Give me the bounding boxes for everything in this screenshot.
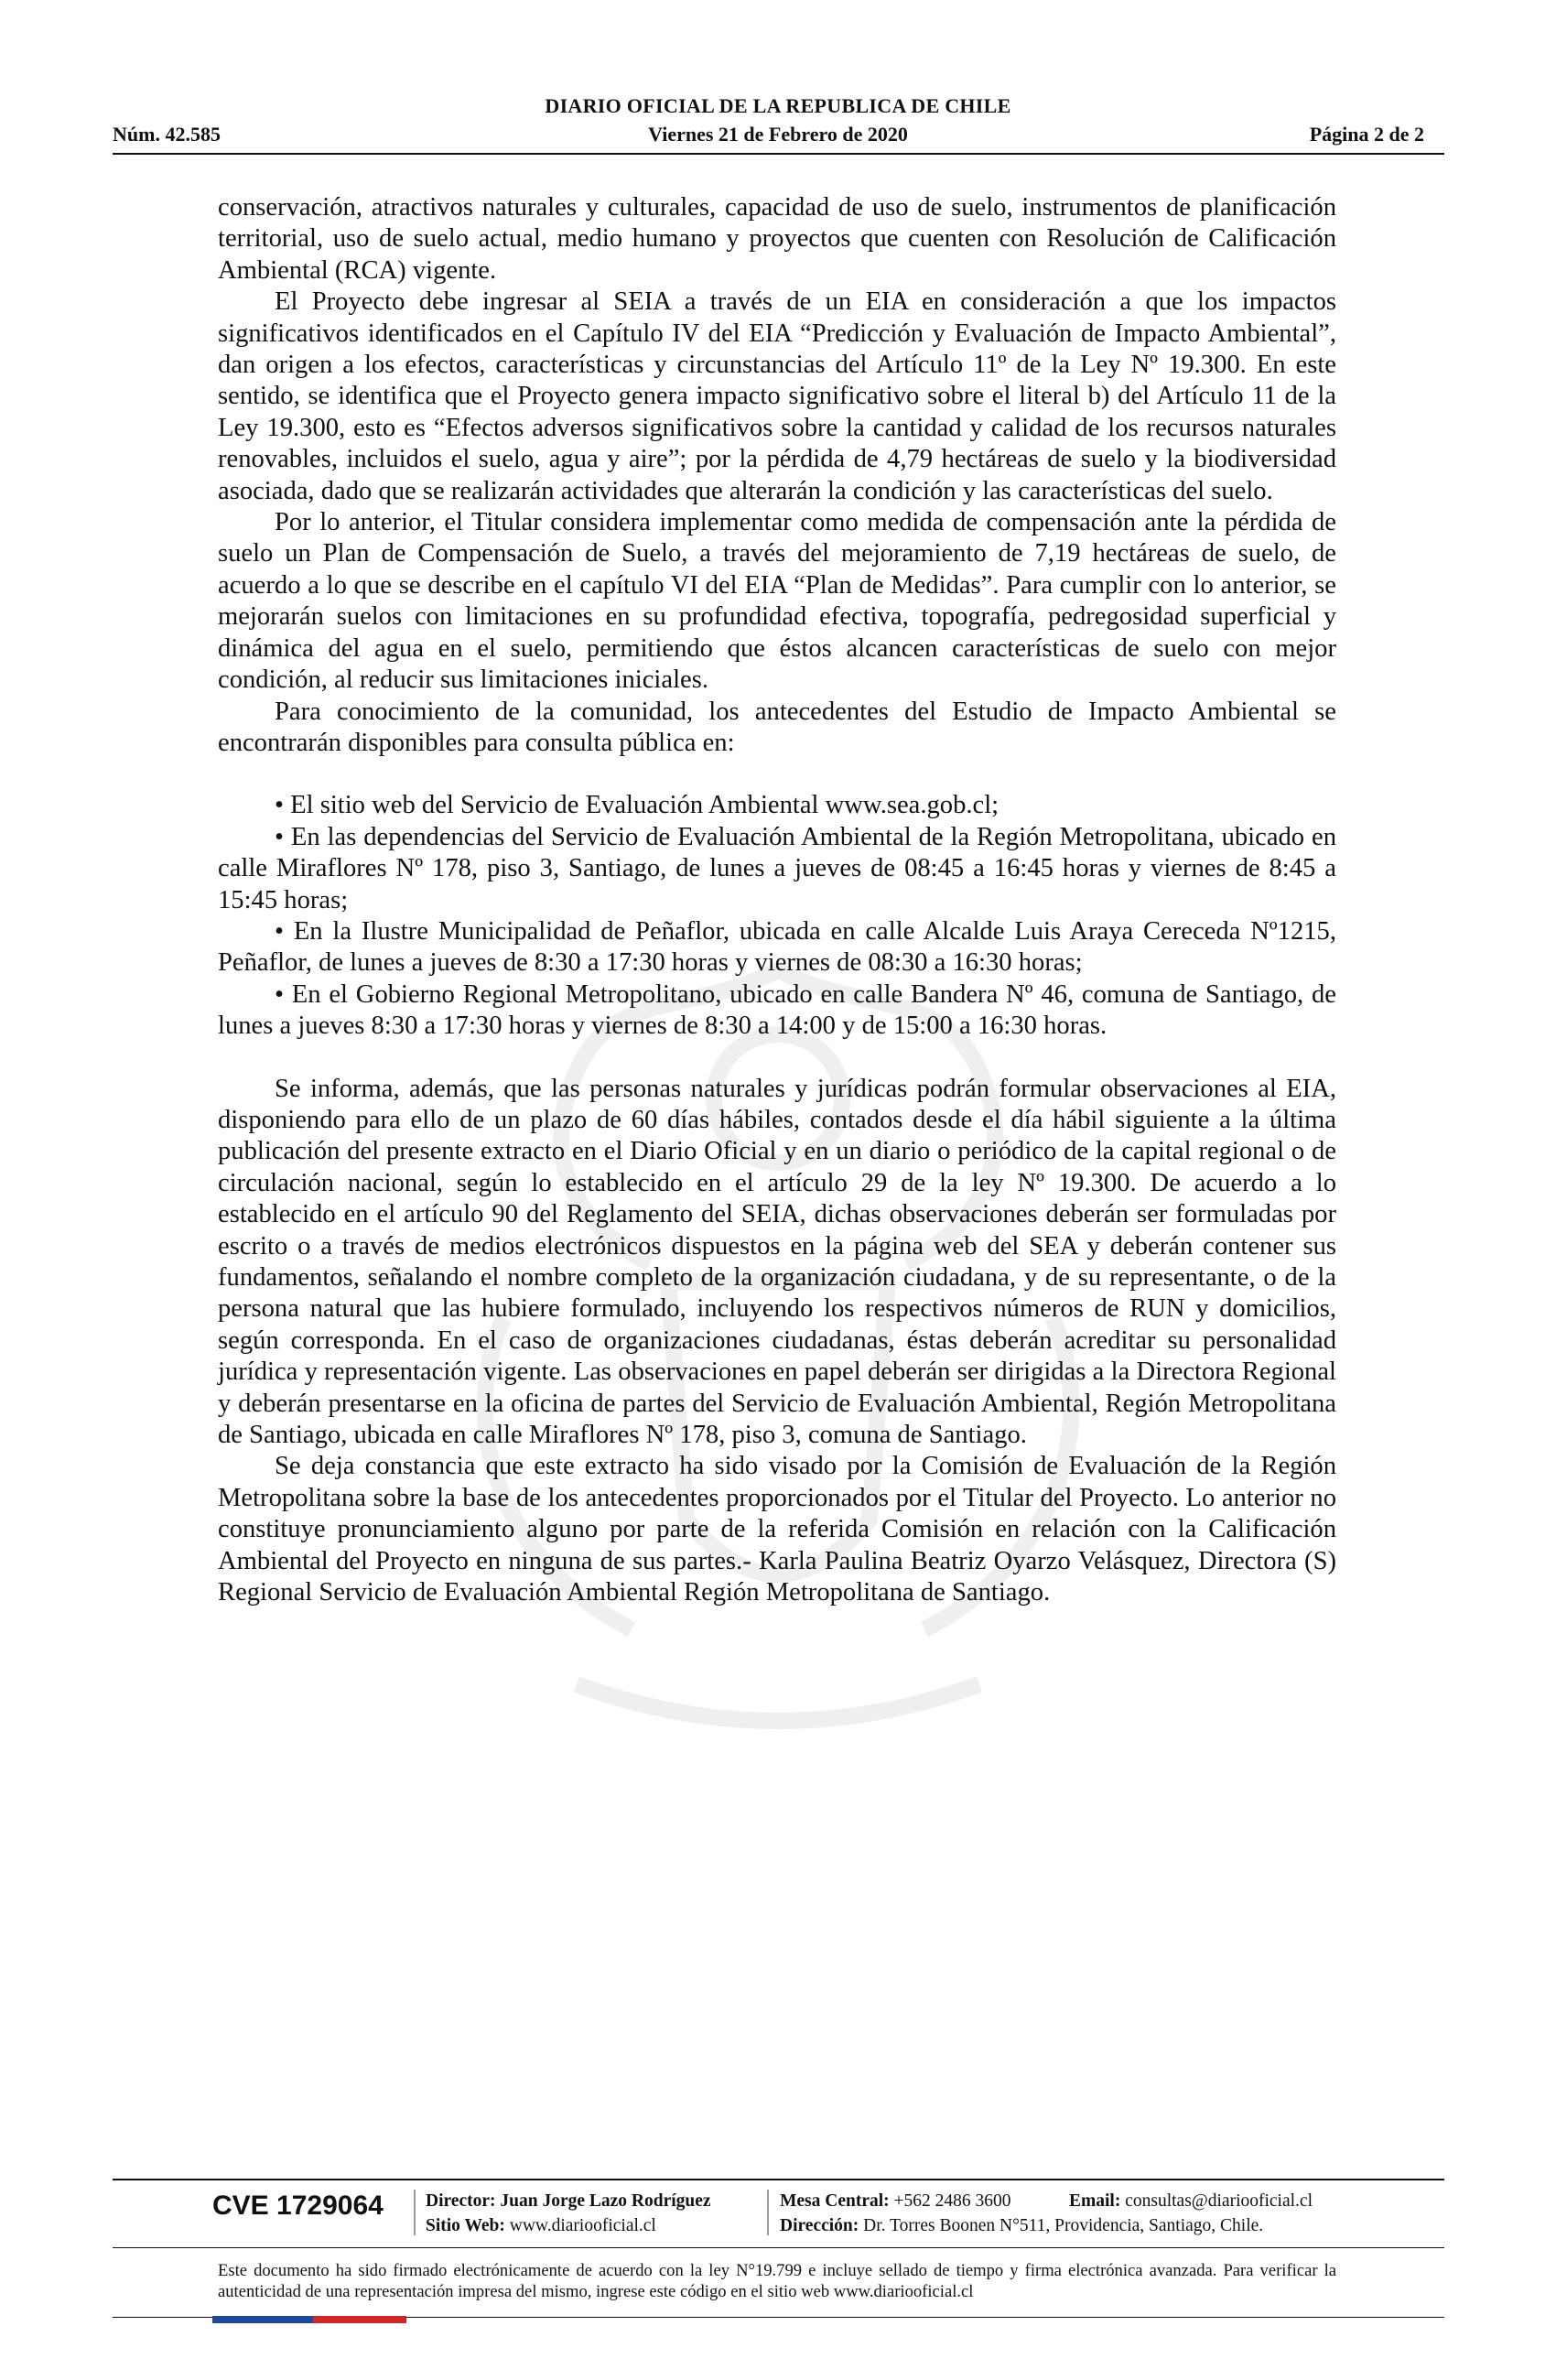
- legal-text: Este documento ha sido firmado electrónicamente de acuerdo con la ley N°19.799 e incluye sellado de tiempo y firma electrónica avanzada. Para verificar la autenticidad de una representación impresa del mismo, ingrese este código en el sitio web www.diariooficial.cl: [218, 2261, 1336, 2301]
- phone-label: Mesa Central:: [780, 2191, 890, 2211]
- director-label: Director:: [426, 2191, 496, 2211]
- website-link[interactable]: www.diariooficial.cl: [509, 2216, 656, 2235]
- phone-value: +562 2486 3600: [893, 2191, 1011, 2211]
- website-label: Sitio Web:: [426, 2216, 505, 2235]
- footer-divider-top: [113, 2179, 1444, 2180]
- header-divider: [113, 153, 1444, 155]
- address-value: Dr. Torres Boonen N°511, Providencia, Santiago, Chile.: [863, 2216, 1264, 2235]
- email-label: Email:: [1069, 2191, 1121, 2211]
- paragraph: Por lo anterior, el Titular considera implementar como medida de compensación ante la pérdida de suelo un Plan de Compensación de Suelo, a través del mejoramiento de 7,19 hectáreas de suelo, de acuerdo a lo que se describe en el capítulo VI del EIA “Plan de Medidas”. Para cumplir con lo anterior, se mejorarán suelos con limitaciones en su profundidad efectiva, topografía, pedregosidad superficial y dinámica del agua en el suelo, permitiendo que éstos alcancen características de suelo con mejor condición, al reducir sus limitaciones iniciales.: [218, 508, 1336, 695]
- article-body: [218, 192, 1336, 1608]
- legal-notice: [218, 2260, 1336, 2302]
- issue-date: Viernes 21 de Febrero de 2020: [648, 123, 908, 146]
- spacer: [218, 759, 1336, 790]
- paragraph: Para conocimiento de la comunidad, los antecedentes del Estudio de Impacto Ambiental se encontrarán disponibles para consulta pública en:: [218, 697, 1336, 757]
- paragraph: El Proyecto debe ingresar al SEIA a través de un EIA en consideración a que los impactos significativos identificados en el Capítulo IV del EIA “Predicción y Evaluación de Impacto Ambiental”, dan origen a los efectos, características y circunstancias del Artículo 11º de la Ley Nº 19.300. En este sentido, se identifica que el Proyecto genera impacto significativo sobre el literal b) del Artículo 11 de la Ley 19.300, esto es “Efectos adversos significativos sobre la cantidad y calidad de los recursos naturales renovables, incluidos el suelo, agua y aire”; por la pérdida de 4,79 hectáreas de suelo y la biodiversidad asociada, dado que se realizarán actividades que alterarán la condición y las características del suelo.: [218, 287, 1336, 505]
- footer-separator: [767, 2190, 769, 2235]
- list-item: • En el Gobierno Regional Metropolitano, ubicado en calle Bandera Nº 46, comuna de Santiago, de lunes a jueves 8:30 a 17:30 horas y viernes de 8:30 a 14:00 y de 15:00 a 16:30 horas.: [218, 979, 1336, 1041]
- cve-code: CVE 1729064: [212, 2191, 384, 2221]
- email-link[interactable]: consultas@diariooficial.cl: [1125, 2191, 1313, 2211]
- list-item: • El sitio web del Servicio de Evaluación Ambiental www.sea.gob.cl;: [275, 791, 1000, 820]
- page-indicator: Página 2 de 2: [1309, 123, 1424, 146]
- flag-stripe-red: [313, 2316, 406, 2323]
- list-item: • En la Ilustre Municipalidad de Peñaflor, ubicada en calle Alcalde Luis Araya Cereceda Nº1215, Peñaflor, de lunes a jueves de 8:30 a 17:30 horas y viernes de 08:30 a 16:30 horas;: [218, 916, 1336, 978]
- flag-stripe-blue: [212, 2316, 313, 2323]
- address-line: [780, 2215, 1263, 2237]
- footer-separator: [414, 2190, 416, 2235]
- paragraph: Se deja constancia que este extracto ha sido visado por la Comisión de Evaluación de la Región Metropolitana sobre la base de los antecedentes proporcionados por el Titular del Proyecto. Lo anterior no constituye pronunciamiento alguno por parte de la referida Comisión en relación con la Calificación Ambiental del Proyecto en ninguna de sus partes.- Karla Paulina Beatriz Oyarzo Velásquez, Directora (S) Regional Servicio de Evaluación Ambiental Región Metropolitana de Santiago.: [218, 1452, 1336, 1607]
- website-line: [426, 2215, 656, 2237]
- publication-title: DIARIO OFICIAL DE LA REPUBLICA DE CHILE: [545, 94, 1011, 117]
- email-line: [1069, 2191, 1313, 2212]
- paragraph: Se informa, además, que las personas naturales y jurídicas podrán formular observaciones al EIA, disponiendo para ello de un plazo de 60 días hábiles, contados desde el día hábil siguiente a la última publicación del presente extracto en el Diario Oficial y en un diario o periódico de la capital regional o de circulación nacional, según lo establecido en el artículo 29 de la ley Nº 19.300. De acuerdo a lo establecido en el artículo 90 del Reglamento del SEIA, dichas observaciones deberán ser formuladas por escrito o a través de medios electrónicos dispuestos en la página web del SEA y deberán contener sus fundamentos, señalando el nombre completo de la organización ciudadana, y de su representante, o de la persona natural que las hubiere formulado, incluyendo los respectivos números de RUN y domicilios, según corresponda. En el caso de organizaciones ciudadanas, éstas deberán acreditar su personalidad jurídica y representación vigente. Las observaciones en papel deberán ser dirigidas a la Directora Regional y deberán presentarse en la oficina de partes del Servicio de Evaluación Ambiental, Región Metropolitana de Santiago, ubicada en calle Miraflores Nº 178, piso 3, comuna de Santiago.: [218, 1074, 1336, 1450]
- issue-number: Núm. 42.585: [113, 123, 221, 146]
- paragraph: conservación, atractivos naturales y culturales, capacidad de uso de suelo, instrumentos de planificación territorial, uso de suelo actual, medio humano y proyectos que cuenten con Resolución de Calificación Ambiental (RCA) vigente.: [218, 193, 1336, 285]
- director-line: [426, 2191, 711, 2212]
- footer-divider-middle: [113, 2247, 1444, 2248]
- spacer: [218, 1043, 1336, 1074]
- director-name: Juan Jorge Lazo Rodríguez: [500, 2191, 711, 2211]
- list-item: • En las dependencias del Servicio de Evaluación Ambiental de la Región Metropolitana, ubicado en calle Miraflores Nº 178, piso 3, Santiago, de lunes a jueves de 08:45 a 16:45 horas y viernes de 8:45 a 15:45 horas;: [218, 822, 1336, 914]
- address-label: Dirección:: [780, 2216, 859, 2235]
- phone-line: [780, 2191, 1011, 2212]
